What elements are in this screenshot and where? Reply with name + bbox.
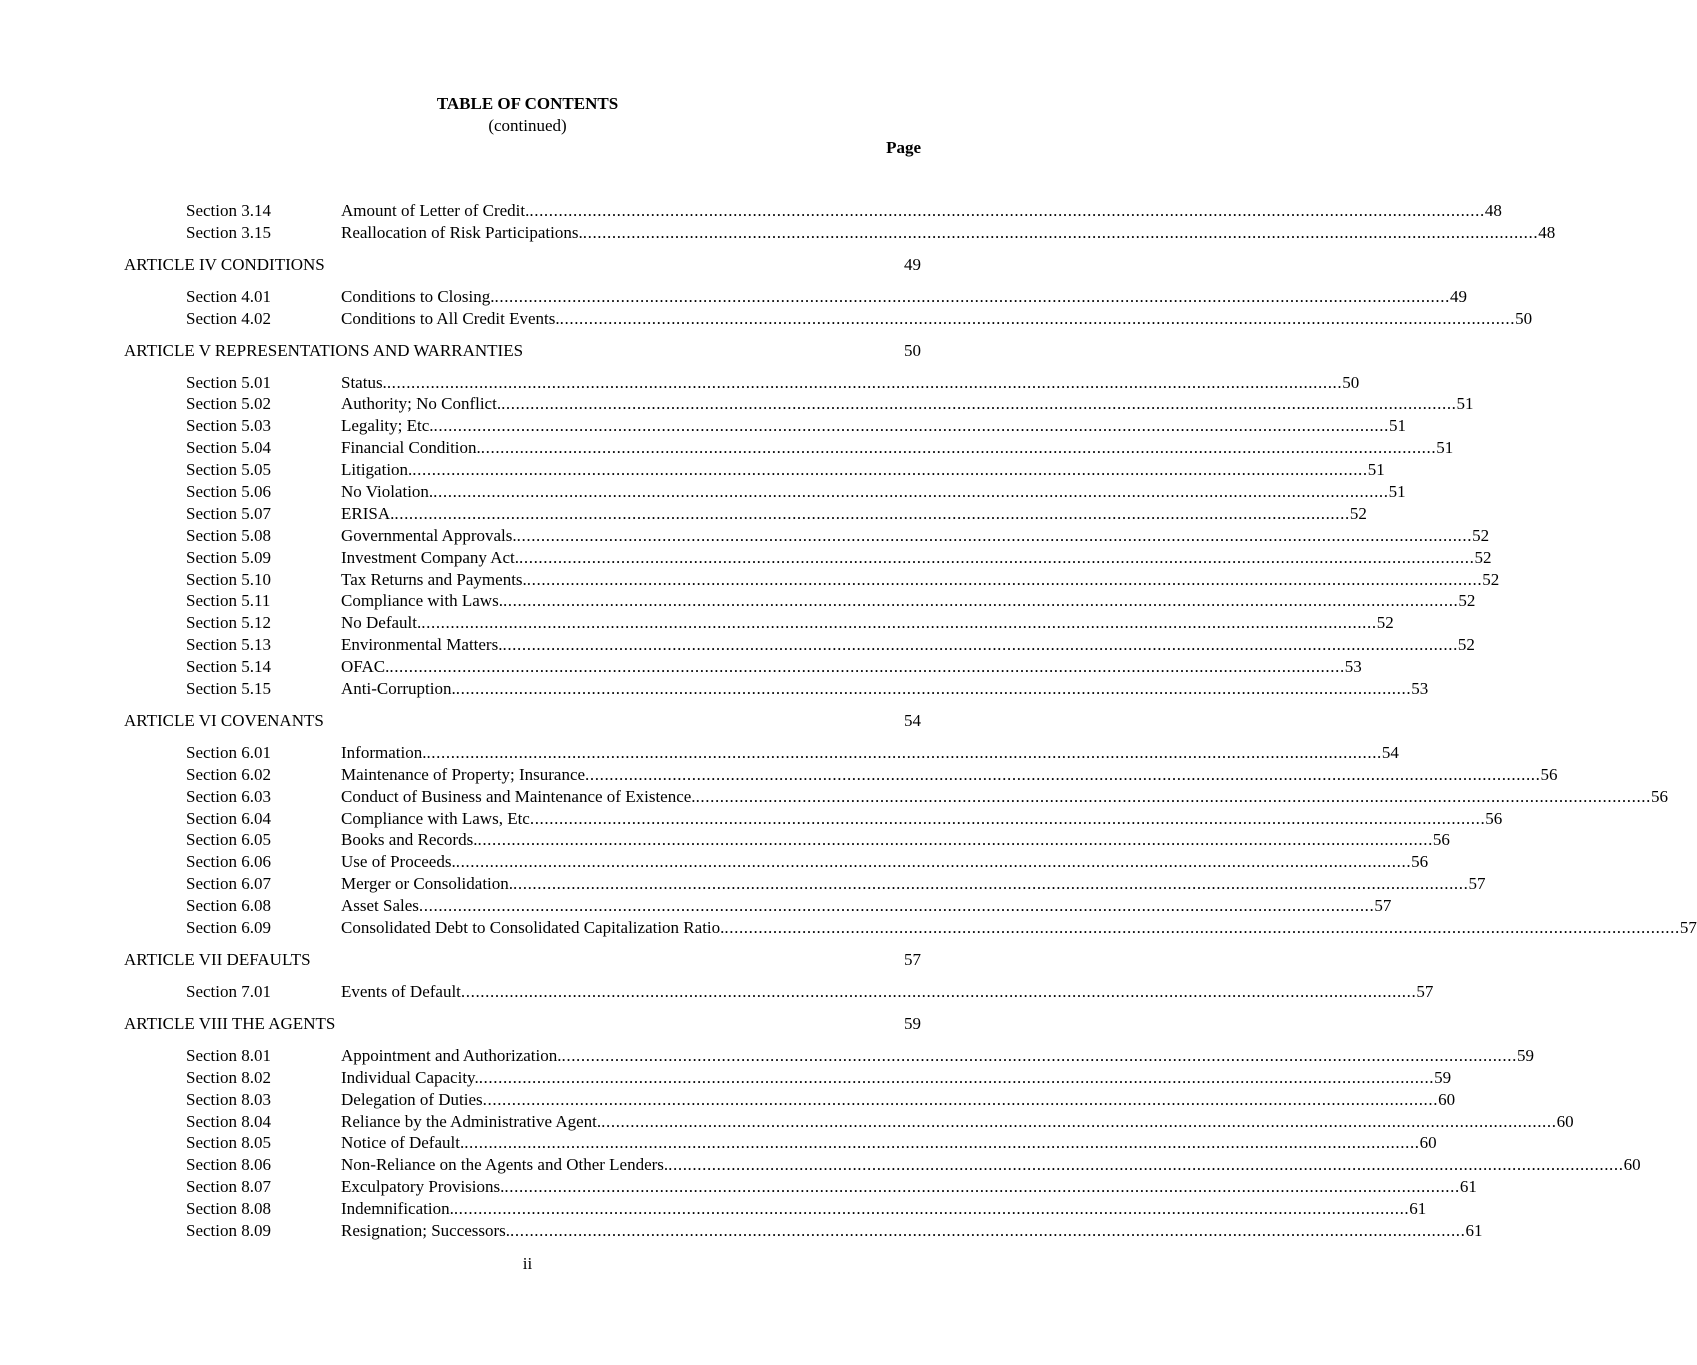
dot-leader: ..................................................................................................................................................................................................... xyxy=(559,308,1516,328)
article-title: ARTICLE IV CONDITIONS xyxy=(124,254,325,274)
section-page-number: 59 xyxy=(1434,1067,1452,1087)
section-number: Section 5.03 xyxy=(186,416,271,436)
dot-leader: ..................................................................................................................................................................................................... xyxy=(394,503,1350,523)
section-number: Section 5.10 xyxy=(186,569,271,589)
dot-leader: ..................................................................................................................................................................................................... xyxy=(501,394,1457,414)
section-line xyxy=(341,829,1450,851)
toc-article-heading xyxy=(0,949,1055,971)
section-line xyxy=(341,286,1467,308)
toc-section-entry xyxy=(0,1220,1483,1242)
section-number: Section 5.11 xyxy=(186,591,271,611)
section-title: Reallocation of Risk Participations. xyxy=(341,222,583,242)
section-title: Delegation of Duties xyxy=(341,1089,483,1109)
toc-section-entry xyxy=(0,851,1429,873)
section-line xyxy=(341,1067,1452,1089)
toc-section-entry xyxy=(0,393,1474,415)
section-page-number: 48 xyxy=(1484,201,1502,220)
section-number: Section 5.02 xyxy=(186,394,271,414)
section-number: Section 6.03 xyxy=(186,786,271,806)
dot-leader: ..................................................................................................................................................................................................... xyxy=(519,547,1475,567)
section-page-number: 50 xyxy=(1515,308,1533,328)
section-title: Maintenance of Property; Insurance xyxy=(341,764,586,784)
section-title: ERISA. xyxy=(341,503,395,523)
section-page-number: 51 xyxy=(1388,416,1406,436)
toc-section-entry xyxy=(0,525,1490,547)
toc-subtitle: (continued) xyxy=(488,116,567,135)
section-line xyxy=(341,459,1385,481)
section-title: Environmental Matters. xyxy=(341,635,503,655)
dot-leader: ..................................................................................................................................................................................................... xyxy=(433,482,1389,502)
dot-leader: ..................................................................................................................................................................................................... xyxy=(510,1220,1466,1240)
section-line xyxy=(341,895,1392,917)
toc-section-entry xyxy=(0,742,1399,764)
dot-leader: ..................................................................................................................................................................................................... xyxy=(460,981,1417,1001)
section-page-number: 56 xyxy=(1540,764,1558,784)
toc-article-heading xyxy=(0,710,1055,732)
dot-leader: ..................................................................................................................................................................................................... xyxy=(695,786,1652,806)
toc-section-entry xyxy=(0,786,1669,808)
section-page-number: 51 xyxy=(1456,394,1474,414)
article-page-number: 50 xyxy=(904,340,921,360)
section-number: Section 7.01 xyxy=(186,981,271,1001)
dot-leader: ..................................................................................................................................................................................................... xyxy=(433,416,1389,436)
toc-section-entry xyxy=(0,612,1394,634)
section-page-number: 59 xyxy=(1516,1045,1534,1065)
section-line xyxy=(341,851,1429,873)
toc-section-entry xyxy=(0,1154,1641,1176)
section-number: Section 5.06 xyxy=(186,482,271,502)
section-title: OFAC. xyxy=(341,657,390,677)
dot-leader: ..................................................................................................................................................................................................... xyxy=(464,1133,1420,1153)
section-page-number: 57 xyxy=(1679,918,1697,938)
toc-article-heading xyxy=(0,254,1055,276)
section-page-number: 52 xyxy=(1349,503,1367,523)
dot-leader: ..................................................................................................................................................................................................... xyxy=(513,874,1469,894)
section-page-number: 61 xyxy=(1459,1177,1477,1197)
dot-leader: ..................................................................................................................................................................................................... xyxy=(478,1067,1435,1087)
section-page-number: 52 xyxy=(1474,547,1492,567)
section-title: Notice of Default. xyxy=(341,1133,465,1153)
section-title: Indemnification. xyxy=(341,1199,454,1219)
toc-section-entry xyxy=(0,308,1533,330)
dot-leader: ..................................................................................................................................................................................................... xyxy=(561,1045,1517,1065)
toc-section-entry xyxy=(0,372,1360,394)
section-number: Section 6.04 xyxy=(186,808,271,828)
section-page-number: 60 xyxy=(1419,1133,1437,1153)
section-number: Section 5.14 xyxy=(186,657,271,677)
section-number: Section 5.04 xyxy=(186,438,271,458)
toc-section-entry xyxy=(0,547,1492,569)
section-title: Governmental Approvals. xyxy=(341,525,517,545)
section-page-number: 61 xyxy=(1465,1220,1483,1240)
section-page-number: 56 xyxy=(1485,808,1503,828)
section-line xyxy=(341,1154,1641,1176)
section-number: Section 6.05 xyxy=(186,830,271,850)
section-page-number: 51 xyxy=(1388,482,1406,502)
section-number: Section 6.01 xyxy=(186,742,271,762)
section-line xyxy=(341,764,1558,786)
section-title: Financial Condition. xyxy=(341,438,481,458)
section-number: Section 5.05 xyxy=(186,460,271,480)
section-title: Investment Company Act. xyxy=(341,547,520,567)
dot-leader: ..................................................................................................................................................................................................... xyxy=(601,1111,1557,1131)
section-page-number: 52 xyxy=(1482,569,1500,589)
section-line xyxy=(341,1045,1534,1067)
section-number: Section 6.06 xyxy=(186,852,271,872)
toc-section-entry xyxy=(0,1111,1574,1133)
section-page-number: 60 xyxy=(1556,1111,1574,1131)
toc-section-entry xyxy=(0,656,1362,678)
dot-leader: ..................................................................................................................................................................................................... xyxy=(585,764,1541,784)
section-number: Section 5.12 xyxy=(186,613,271,633)
section-line xyxy=(341,678,1429,700)
section-line xyxy=(341,481,1406,503)
toc-section-entry xyxy=(0,437,1454,459)
section-line xyxy=(341,1089,1456,1111)
page-number: ii xyxy=(522,1254,533,1273)
section-line xyxy=(341,503,1367,525)
section-line xyxy=(341,200,1502,222)
section-page-number: 50 xyxy=(1342,372,1360,392)
section-number: Section 6.07 xyxy=(186,874,271,894)
section-page-number: 48 xyxy=(1538,222,1556,242)
section-line xyxy=(341,308,1533,330)
section-page-number: 54 xyxy=(1381,742,1399,762)
section-line xyxy=(341,525,1490,547)
dot-leader: ..................................................................................................................................................................................................... xyxy=(516,525,1473,545)
toc-section-entry xyxy=(0,569,1500,591)
section-title: Anti-Corruption. xyxy=(341,679,456,699)
section-title: Authority; No Conflict. xyxy=(341,394,502,414)
section-number: Section 8.02 xyxy=(186,1067,271,1087)
section-title: Individual Capacity. xyxy=(341,1067,479,1087)
toc-section-entry xyxy=(0,829,1450,851)
section-line xyxy=(341,222,1556,244)
section-line xyxy=(341,873,1486,895)
toc-section-entry xyxy=(0,1067,1452,1089)
section-number: Section 8.09 xyxy=(186,1220,271,1240)
section-title: Conditions to Closing. xyxy=(341,286,495,306)
toc-section-entry xyxy=(0,808,1503,830)
toc-section-entry xyxy=(0,764,1558,786)
section-title: Information. xyxy=(341,742,427,762)
toc-section-entry xyxy=(0,286,1467,308)
dot-leader: ..................................................................................................................................................................................................... xyxy=(480,438,1437,458)
section-number: Section 5.09 xyxy=(186,547,271,567)
section-line xyxy=(341,372,1360,394)
toc-article-heading xyxy=(0,340,1055,362)
dot-leader: ..................................................................................................................................................................................................... xyxy=(668,1155,1624,1175)
section-line xyxy=(341,981,1434,1003)
section-title: No Violation. xyxy=(341,482,434,502)
section-page-number: 52 xyxy=(1457,635,1475,655)
section-number: Section 6.08 xyxy=(186,896,271,916)
section-line xyxy=(341,415,1406,437)
section-page-number: 51 xyxy=(1436,438,1454,458)
dot-leader: ..................................................................................................................................................................................................... xyxy=(453,1199,1410,1219)
toc-section-entry xyxy=(0,415,1406,437)
article-page-number: 59 xyxy=(904,1013,921,1033)
section-number: Section 8.04 xyxy=(186,1111,271,1131)
section-line xyxy=(341,656,1362,678)
toc-section-entry xyxy=(0,459,1385,481)
section-number: Section 8.03 xyxy=(186,1089,271,1109)
section-title: Resignation; Successors. xyxy=(341,1220,511,1240)
section-number: Section 6.02 xyxy=(186,764,271,784)
section-number: Section 3.15 xyxy=(186,222,271,242)
section-line xyxy=(341,1198,1427,1220)
section-page-number: 60 xyxy=(1438,1089,1456,1109)
section-title: Exculpatory Provisions. xyxy=(341,1177,505,1197)
section-title: Amount of Letter of Credit. xyxy=(341,201,530,220)
section-line xyxy=(341,786,1669,808)
section-title: Tax Returns and Payments. xyxy=(341,569,527,589)
section-number: Section 5.13 xyxy=(186,635,271,655)
section-number: Section 5.07 xyxy=(186,503,271,523)
section-line xyxy=(341,1132,1437,1154)
toc-list xyxy=(0,200,1697,1242)
article-page-number: 54 xyxy=(904,710,921,730)
section-page-number: 61 xyxy=(1409,1199,1427,1219)
dot-leader: ..................................................................................................................................................................................................... xyxy=(504,1177,1460,1197)
article-page-number: 49 xyxy=(904,254,921,274)
section-title: No Default. xyxy=(341,613,422,633)
section-title: Asset Sales xyxy=(341,896,419,916)
toc-section-entry xyxy=(0,895,1392,917)
toc-article-heading xyxy=(0,1013,1055,1035)
section-page-number: 57 xyxy=(1468,874,1486,894)
toc-section-entry xyxy=(0,1089,1456,1111)
section-page-number: 51 xyxy=(1367,460,1385,480)
section-number: Section 8.06 xyxy=(186,1155,271,1175)
dot-leader: ..................................................................................................................................................................................................... xyxy=(477,830,1433,850)
section-number: Section 8.08 xyxy=(186,1199,271,1219)
dot-leader: ..................................................................................................................................................................................................... xyxy=(421,613,1377,633)
section-line xyxy=(341,612,1394,634)
dot-leader: ..................................................................................................................................................................................................... xyxy=(494,286,1450,306)
section-page-number: 57 xyxy=(1416,981,1434,1001)
dot-leader: ..................................................................................................................................................................................................... xyxy=(502,635,1458,655)
toc-section-entry xyxy=(0,1132,1437,1154)
dot-leader: ..................................................................................................................................................................................................... xyxy=(389,657,1345,677)
section-title: Merger or Consolidation. xyxy=(341,874,514,894)
toc-section-entry xyxy=(0,873,1486,895)
section-line xyxy=(341,917,1697,939)
article-page-number: 57 xyxy=(904,949,921,969)
dot-leader: ..................................................................................................................................................................................................... xyxy=(526,569,1483,589)
dot-leader: ..................................................................................................................................................................................................... xyxy=(529,201,1485,220)
section-page-number: 52 xyxy=(1376,613,1394,633)
section-page-number: 53 xyxy=(1344,657,1362,677)
section-page-number: 60 xyxy=(1623,1155,1641,1175)
section-number: Section 8.05 xyxy=(186,1133,271,1153)
article-title: ARTICLE V REPRESENTATIONS AND WARRANTIES xyxy=(124,340,524,360)
article-title: ARTICLE VII DEFAULTS xyxy=(124,949,311,969)
section-title: Books and Records. xyxy=(341,830,478,850)
section-page-number: 56 xyxy=(1432,830,1450,850)
section-number: Section 8.07 xyxy=(186,1177,271,1197)
dot-leader: ..................................................................................................................................................................................................... xyxy=(529,808,1486,828)
dot-leader: ..................................................................................................................................................................................................... xyxy=(426,742,1382,762)
section-title: Conduct of Business and Maintenance of Existence. xyxy=(341,786,696,806)
section-page-number: 52 xyxy=(1472,525,1490,545)
toc-section-entry xyxy=(0,503,1367,525)
section-page-number: 53 xyxy=(1411,679,1429,699)
toc-section-entry xyxy=(0,1045,1534,1067)
section-line xyxy=(341,590,1476,612)
toc-section-entry xyxy=(0,200,1502,222)
section-title: Use of Proceeds. xyxy=(341,852,456,872)
dot-leader: ..................................................................................................................................................................................................... xyxy=(455,852,1412,872)
dot-leader: ..................................................................................................................................................................................................... xyxy=(412,460,1368,480)
section-title: Litigation. xyxy=(341,460,413,480)
section-line xyxy=(341,393,1474,415)
section-number: Section 4.02 xyxy=(186,308,271,328)
section-line xyxy=(341,1220,1483,1242)
toc-section-entry xyxy=(0,1176,1477,1198)
section-line xyxy=(341,634,1475,656)
section-line xyxy=(341,808,1503,830)
dot-leader: ..................................................................................................................................................................................................... xyxy=(418,896,1375,916)
article-title: ARTICLE VI COVENANTS xyxy=(124,710,324,730)
section-title: Legality; Etc. xyxy=(341,416,434,436)
section-page-number: 57 xyxy=(1374,896,1392,916)
toc-section-entry xyxy=(0,590,1476,612)
section-line xyxy=(341,547,1492,569)
section-number: Section 4.01 xyxy=(186,286,271,306)
section-title: Conditions to All Credit Events. xyxy=(341,308,560,328)
section-number: Section 5.08 xyxy=(186,525,271,545)
section-line xyxy=(341,569,1500,591)
section-number: Section 5.01 xyxy=(186,372,271,392)
section-line xyxy=(341,1111,1574,1133)
section-number: Section 6.09 xyxy=(186,918,271,938)
section-line xyxy=(341,1176,1477,1198)
toc-section-entry xyxy=(0,222,1556,244)
dot-leader: ..................................................................................................................................................................................................... xyxy=(386,372,1343,392)
section-title: Compliance with Laws. xyxy=(341,591,503,611)
section-page-number: 56 xyxy=(1651,786,1669,806)
article-title: ARTICLE VIII THE AGENTS xyxy=(124,1013,336,1033)
toc-section-entry xyxy=(0,917,1697,939)
section-number: Section 8.01 xyxy=(186,1045,271,1065)
toc-section-entry xyxy=(0,981,1434,1003)
dot-leader: ..................................................................................................................................................................................................... xyxy=(582,222,1539,242)
section-line xyxy=(341,742,1399,764)
section-page-number: 52 xyxy=(1458,591,1476,611)
section-title: Non-Reliance on the Agents and Other Lenders. xyxy=(341,1155,669,1175)
dot-leader: ..................................................................................................................................................................................................... xyxy=(502,591,1459,611)
section-title: Status. xyxy=(341,372,387,392)
section-number: Section 3.14 xyxy=(186,201,271,220)
toc-section-entry xyxy=(0,481,1406,503)
toc-section-entry xyxy=(0,1198,1427,1220)
section-page-number: 56 xyxy=(1411,852,1429,872)
dot-leader: ..................................................................................................................................................................................................... xyxy=(455,679,1412,699)
section-page-number: 49 xyxy=(1449,286,1467,306)
dot-leader: ..................................................................................................................................................................................................... xyxy=(482,1089,1439,1109)
section-title: Consolidated Debt to Consolidated Capitalization Ratio. xyxy=(341,918,725,938)
section-title: Events of Default xyxy=(341,981,461,1001)
toc-section-entry xyxy=(0,634,1475,656)
toc-title: TABLE OF CONTENTS xyxy=(436,94,619,113)
section-line xyxy=(341,437,1454,459)
dot-leader: ..................................................................................................................................................................................................... xyxy=(724,918,1680,938)
section-number: Section 5.15 xyxy=(186,679,271,699)
section-title: Reliance by the Administrative Agent. xyxy=(341,1111,602,1131)
section-title: Compliance with Laws, Etc xyxy=(341,808,530,828)
section-title: Appointment and Authorization. xyxy=(341,1045,562,1065)
toc-section-entry xyxy=(0,678,1429,700)
page-column-label: Page xyxy=(886,138,921,157)
